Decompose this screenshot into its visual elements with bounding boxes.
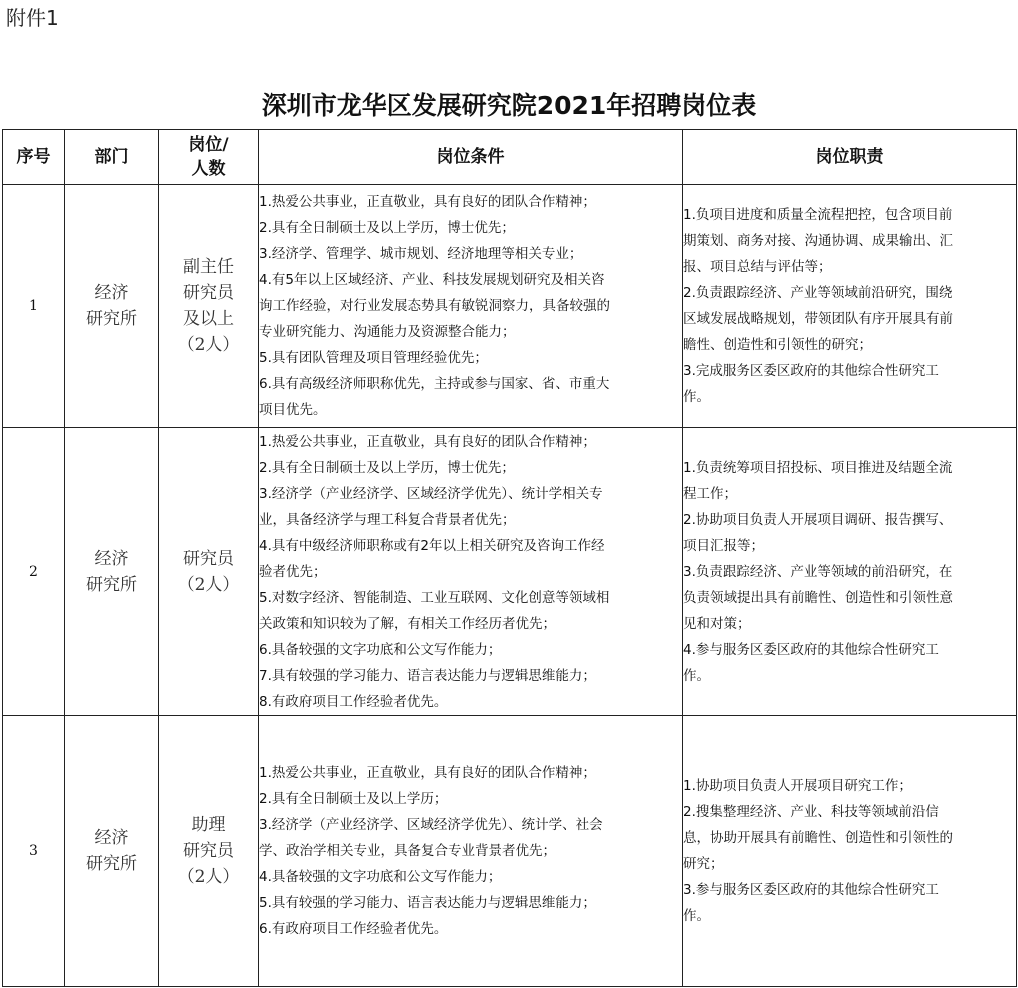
row-duties <box>683 185 1017 428</box>
condition-line: 6.有政府项目工作经验者优先。 <box>259 921 448 937</box>
duty-line: 3.参与服务区委区政府的其他综合性研究工 <box>683 882 939 898</box>
condition-line: 3.经济学（产业经济学、区域经济学优先）、统计学、社会 <box>259 817 603 833</box>
condition-line: 项目优先。 <box>259 402 327 418</box>
row-conditions <box>259 428 683 716</box>
condition-line: 1.热爱公共事业，正直敬业，具有良好的团队合作精神； <box>259 194 596 210</box>
duty-line: 期策划、商务对接、沟通协调、成果输出、汇 <box>683 233 953 249</box>
dept-line: 研究所 <box>86 574 137 595</box>
condition-line: 3.经济学、管理学、城市规划、经济地理等相关专业； <box>259 246 583 262</box>
table-row <box>3 428 1017 716</box>
header-post <box>159 130 259 185</box>
header-duties: 岗位职责 <box>683 130 1017 185</box>
duty-line: 1.负责统筹项目招投标、项目推进及结题全流 <box>683 459 953 476</box>
duty-line: 1.协助项目负责人开展项目研究工作； <box>683 778 912 794</box>
row-post <box>159 185 259 428</box>
row-conditions <box>259 185 683 428</box>
row-post <box>159 428 259 716</box>
row-seq: 1 <box>3 185 65 428</box>
condition-line: 3.经济学（产业经济学、区域经济学优先）、统计学相关专 <box>259 485 603 502</box>
duty-line: 程工作； <box>683 485 737 502</box>
header-seq: 序号 <box>3 130 65 185</box>
row-seq: 2 <box>3 428 65 716</box>
condition-line: 7.具有较强的学习能力、语言表达能力与逻辑思维能力； <box>259 667 596 684</box>
condition-line: 4.有5年以上区域经济、产业、科技发展规划研究及相关咨 <box>259 272 605 288</box>
header-dept: 部门 <box>65 130 159 185</box>
condition-line: 4.具有中级经济师职称或有2年以上相关研究及咨询工作经 <box>259 537 605 554</box>
duty-line: 负责领域提出具有前瞻性、创造性和引领性意 <box>683 589 953 606</box>
condition-line: 验者优先； <box>259 563 327 580</box>
post-line: （2人） <box>177 335 240 355</box>
condition-line: 6.具备较强的文字功底和公文写作能力； <box>259 641 502 658</box>
dept-line: 经济 <box>94 548 129 569</box>
condition-line: 关政策和知识较为了解，有相关工作经历者优先； <box>259 615 556 632</box>
header-post-line1: 岗位/ <box>188 135 229 155</box>
condition-line: 4.具备较强的文字功底和公文写作能力； <box>259 869 502 885</box>
duty-line: 3.完成服务区委区政府的其他综合性研究工 <box>683 363 939 379</box>
post-line: 助理 <box>191 815 226 835</box>
condition-line: 业，具备经济学与理工科复合背景者优先； <box>259 511 516 528</box>
post-line: （2人） <box>177 574 240 595</box>
duty-line: 项目汇报等； <box>683 537 764 554</box>
row-seq: 3 <box>3 716 65 987</box>
duty-line: 区域发展战略规划，带领团队有序开展具有前 <box>683 311 953 327</box>
dept-line: 经济 <box>94 828 129 848</box>
condition-line: 询工作经验，对行业发展态势具有敏锐洞察力，具备较强的 <box>259 298 610 314</box>
row-dept <box>65 185 159 428</box>
condition-line: 2.具有全日制硕士及以上学历； <box>259 791 448 807</box>
condition-line: 5.具有较强的学习能力、语言表达能力与逻辑思维能力； <box>259 895 596 911</box>
attachment-label: 附件1 <box>6 6 59 30</box>
dept-line: 研究所 <box>86 854 137 874</box>
table-row <box>3 185 1017 428</box>
condition-line: 2.具有全日制硕士及以上学历，博士优先； <box>259 220 515 236</box>
duty-line: 息，协助开展具有前瞻性、创造性和引领性的 <box>683 830 953 846</box>
recruitment-table <box>2 129 1017 987</box>
condition-line: 6.具有高级经济师职称优先，主持或参与国家、省、市重大 <box>259 376 610 392</box>
duty-line: 作。 <box>683 908 710 924</box>
condition-line: 学、政治学相关专业，具备复合专业背景者优先； <box>259 843 556 859</box>
duty-line: 2.搜集整理经济、产业、科技等领域前沿信 <box>683 804 939 820</box>
row-conditions <box>259 716 683 987</box>
condition-line: 1.热爱公共事业，正直敬业，具有良好的团队合作精神； <box>259 433 596 450</box>
row-dept <box>65 428 159 716</box>
post-line: 副主任 <box>183 257 234 277</box>
condition-line: 2.具有全日制硕士及以上学历，博士优先； <box>259 459 515 476</box>
condition-line: 专业研究能力、沟通能力及资源整合能力； <box>259 324 516 340</box>
duty-line: 2.负责跟踪经济、产业等领域前沿研究，围绕 <box>683 285 953 301</box>
table-row <box>3 716 1017 987</box>
duty-line: 研究； <box>683 856 724 872</box>
condition-line: 5.对数字经济、智能制造、工业互联网、文化创意等领域相 <box>259 589 610 606</box>
duty-line: 作。 <box>683 389 710 405</box>
dept-line: 经济 <box>94 283 129 303</box>
row-dept <box>65 716 159 987</box>
condition-line: 8.有政府项目工作经验者优先。 <box>259 693 448 710</box>
post-line: 研究员 <box>183 548 234 569</box>
duty-line: 4.参与服务区委区政府的其他综合性研究工 <box>683 641 939 658</box>
duty-line: 3.负责跟踪经济、产业等领域的前沿研究，在 <box>683 563 953 580</box>
duty-line: 作。 <box>683 667 710 684</box>
row-duties <box>683 428 1017 716</box>
dept-line: 研究所 <box>86 309 137 329</box>
duty-line: 报、项目总结与评估等； <box>683 259 832 275</box>
condition-line: 1.热爱公共事业，正直敬业，具有良好的团队合作精神； <box>259 765 596 781</box>
page-title: 深圳市龙华区发展研究院2021年招聘岗位表 <box>261 91 757 120</box>
header-conditions: 岗位条件 <box>259 130 683 185</box>
duty-line: 1.负项目进度和质量全流程把控，包含项目前 <box>683 207 953 223</box>
header-post-line2: 人数 <box>191 159 226 179</box>
post-line: 及以上 <box>183 309 234 329</box>
duty-line: 见和对策； <box>683 615 751 632</box>
post-line: 研究员 <box>183 841 234 861</box>
duty-line: 瞻性、创造性和引领性的研究； <box>683 337 872 353</box>
duty-line: 2.协助项目负责人开展项目调研、报告撰写、 <box>683 511 953 528</box>
table-header-row <box>3 130 1017 185</box>
condition-line: 5.具有团队管理及项目管理经验优先； <box>259 350 488 366</box>
post-line: （2人） <box>177 867 240 887</box>
row-post <box>159 716 259 987</box>
post-line: 研究员 <box>183 283 234 303</box>
row-duties <box>683 716 1017 987</box>
